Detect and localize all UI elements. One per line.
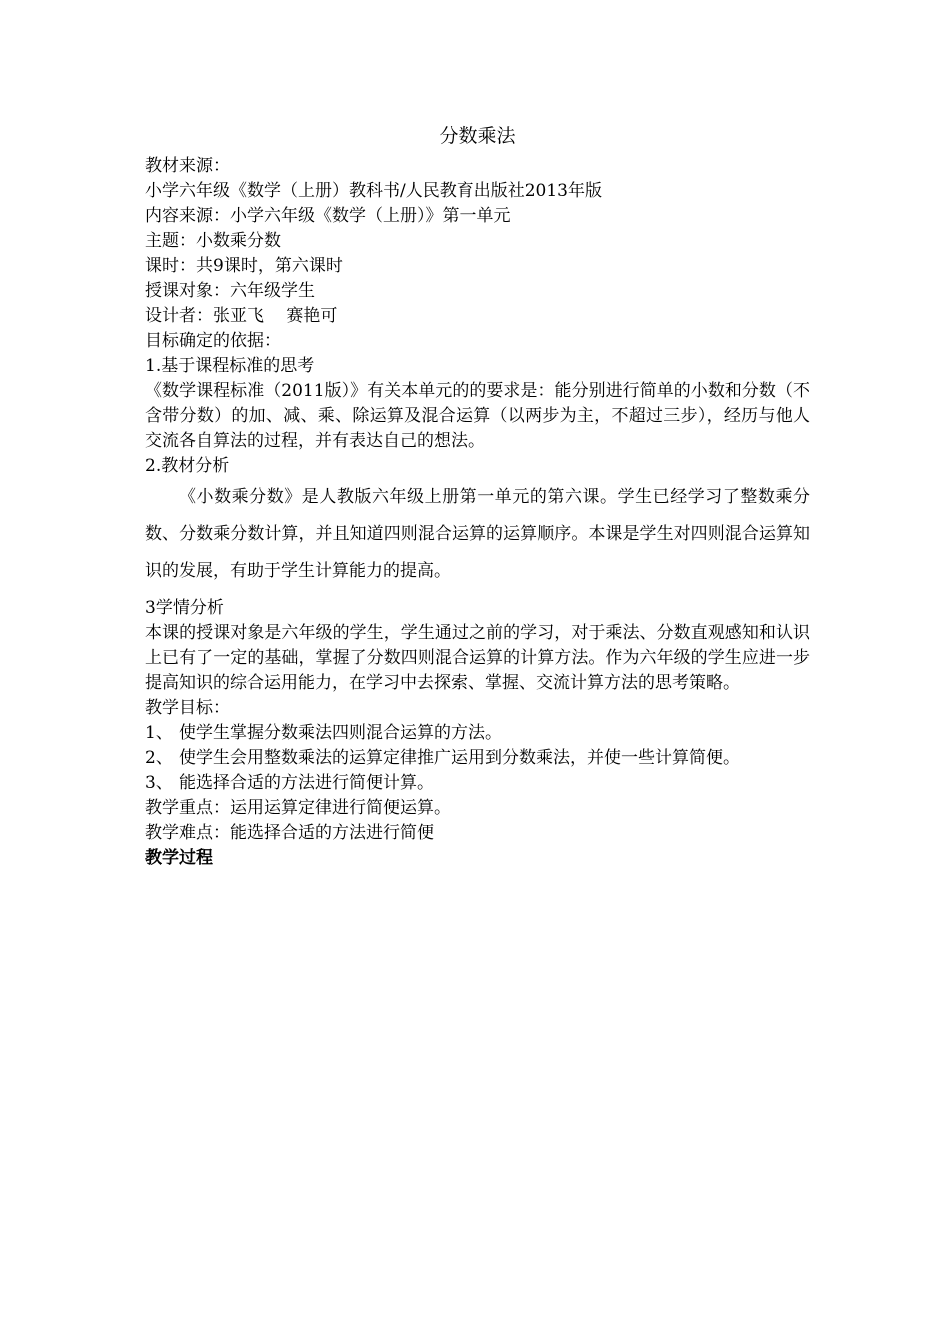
section2-text: 《小数乘分数》是人教版六年级上册第一单元的第六课。学生已经学习了整数乘分数、分数乘分数计算，并且知道四则混合运算的运算顺序。本课是学生对四则混合运算知识的发展，有助于学生计算能力的提高。 (145, 487, 810, 581)
basis-heading: 目标确定的依据： (145, 331, 281, 351)
section3-text: 本课的授课对象是六年级的学生，学生通过之前的学习，对于乘法、分数直观感知和认识上已有了一定的基础，掌握了分数四则混合运算的计算方法。作为六年级的学生应进一步提高知识的综合运用能力，在学习中去探索、掌握、交流计算方法的思考策略。 (145, 623, 810, 693)
goal-number: 3、 (145, 773, 173, 793)
key-point: 教学重点：运用运算定律进行简便运算。 (145, 798, 451, 818)
source-text: 小学六年级《数学（上册）教科书/人民教育出版社2013年版 (145, 181, 602, 201)
goal-number: 2、 (145, 748, 173, 768)
goal-item-1 (145, 721, 810, 746)
class-hours: 课时：共9课时，第六课时 (145, 256, 343, 276)
goals-heading: 教学目标： (145, 698, 230, 718)
content-source: 内容来源：小学六年级《数学（上册）》第一单元 (145, 206, 511, 226)
source-label: 教材来源： (145, 156, 230, 176)
process-heading: 教学过程 (145, 848, 213, 868)
document-title: 分数乘法 (439, 125, 516, 147)
goal-text: 能选择合适的方法进行简便计算。 (179, 773, 434, 793)
goal-item-2 (145, 746, 810, 771)
difficulty: 教学难点：能选择合适的方法进行简便 (145, 823, 434, 843)
section3-heading: 3学情分析 (145, 598, 224, 618)
section1-text: 《数学课程标准（2011版）》有关本单元的的要求是：能分别进行简单的小数和分数（不含带分数）的加、减、乘、除运算及混合运算（以两步为主，不超过三步），经历与他人交流各自算法的过程，并有表达自己的想法。 (145, 381, 810, 451)
goal-item-3 (145, 771, 810, 796)
goal-number: 1、 (145, 723, 173, 743)
audience: 授课对象：六年级学生 (145, 281, 315, 301)
document-page (145, 118, 810, 871)
section1-heading: 1.基于课程标准的思考 (145, 356, 315, 376)
goal-text: 使学生会用整数乘法的运算定律推广运用到分数乘法，并使一些计算简便。 (179, 748, 740, 768)
section2-heading: 2.教材分析 (145, 456, 230, 476)
goal-text: 使学生掌握分数乘法四则混合运算的方法。 (179, 723, 502, 743)
topic: 主题：小数乘分数 (145, 231, 281, 251)
designer: 设计者：张亚飞 赛艳可 (145, 306, 338, 326)
